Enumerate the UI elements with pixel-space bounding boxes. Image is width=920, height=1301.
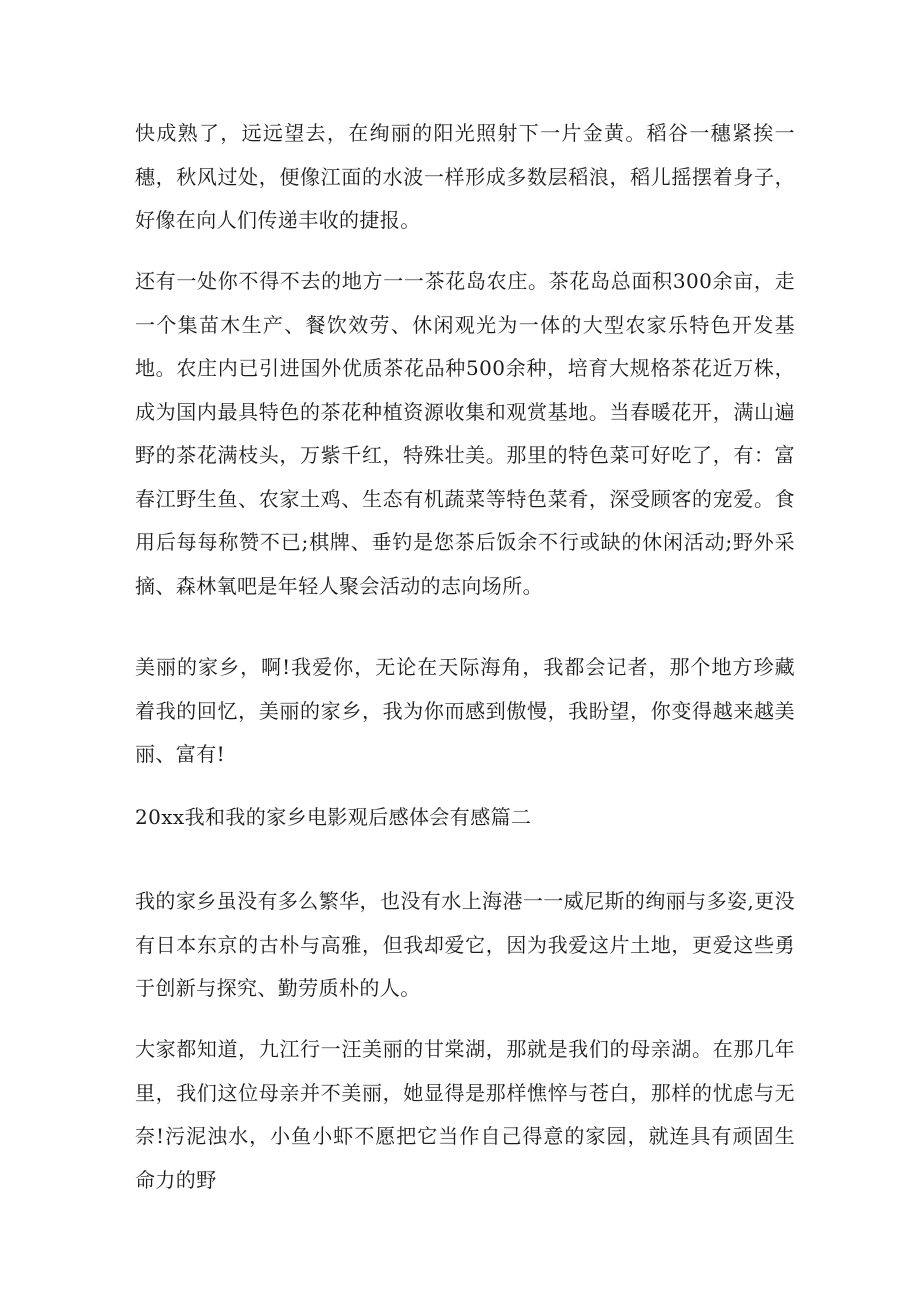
paragraph-my-hometown: 我的家乡虽没有多么繁华，也没有水上海港一一威尼斯的绚丽与多姿,更没有日本东京的古朴与高雅，但我却爱它，因为我爱这片土地，更爱这些勇于创新与探究、勤劳质朴的人。 xyxy=(135,889,795,1000)
section-heading: 20xx我和我的家乡电影观后感体会有感篇二 xyxy=(135,805,532,829)
paragraph-rice-fields: 快成熟了，远远望去，在绚丽的阳光照射下一片金黄。稻谷一穗紧挨一穗，秋风过处，便像江面的水波一样形成多数层稻浪，稻儿摇摆着身子，好像在向人们传递丰收的捷报。 xyxy=(135,121,795,232)
paragraph-camellia-island: 还有一处你不得不去的地方一一茶花岛农庄。茶花岛总面积300余亩，走一个集苗木生产、餐饮效劳、休闲观光为一体的大型农家乐特色开发基地。农庄内已引进国外优质茶花品种500余种，培育大规格茶花近万株，成为国内最具特色的茶花种植资源收集和观赏基地。当春暖花开，满山遍野的茶花满枝头，万紫千红，特殊壮美。那里的特色菜可好吃了，有：富春江野生鱼、农家土鸡、生态有机蔬菜等特色菜肴，深受顾客的宠爱。食用后每每称赞不已;棋牌、垂钓是您茶后饭余不行或缺的休闲活动;野外采摘、森林氧吧是年轻人聚会活动的志向场所。 xyxy=(135,269,795,598)
paragraph-beautiful-hometown: 美丽的家乡，啊!我爱你，无论在天际海角，我都会记者，那个地方珍藏着我的回忆，美丽的家乡，我为你而感到傲慢，我盼望，你变得越来越美丽、富有! xyxy=(135,655,795,766)
paragraph-gantang-lake: 大家都知道，九江行一汪美丽的甘棠湖，那就是我们的母亲湖。在那几年里，我们这位母亲并不美丽，她显得是那样憔悴与苍白，那样的忧虑与无奈!污泥浊水，小鱼小虾不愿把它当作自己得意的家园，就连具有顽固生命力的野 xyxy=(135,1037,795,1192)
